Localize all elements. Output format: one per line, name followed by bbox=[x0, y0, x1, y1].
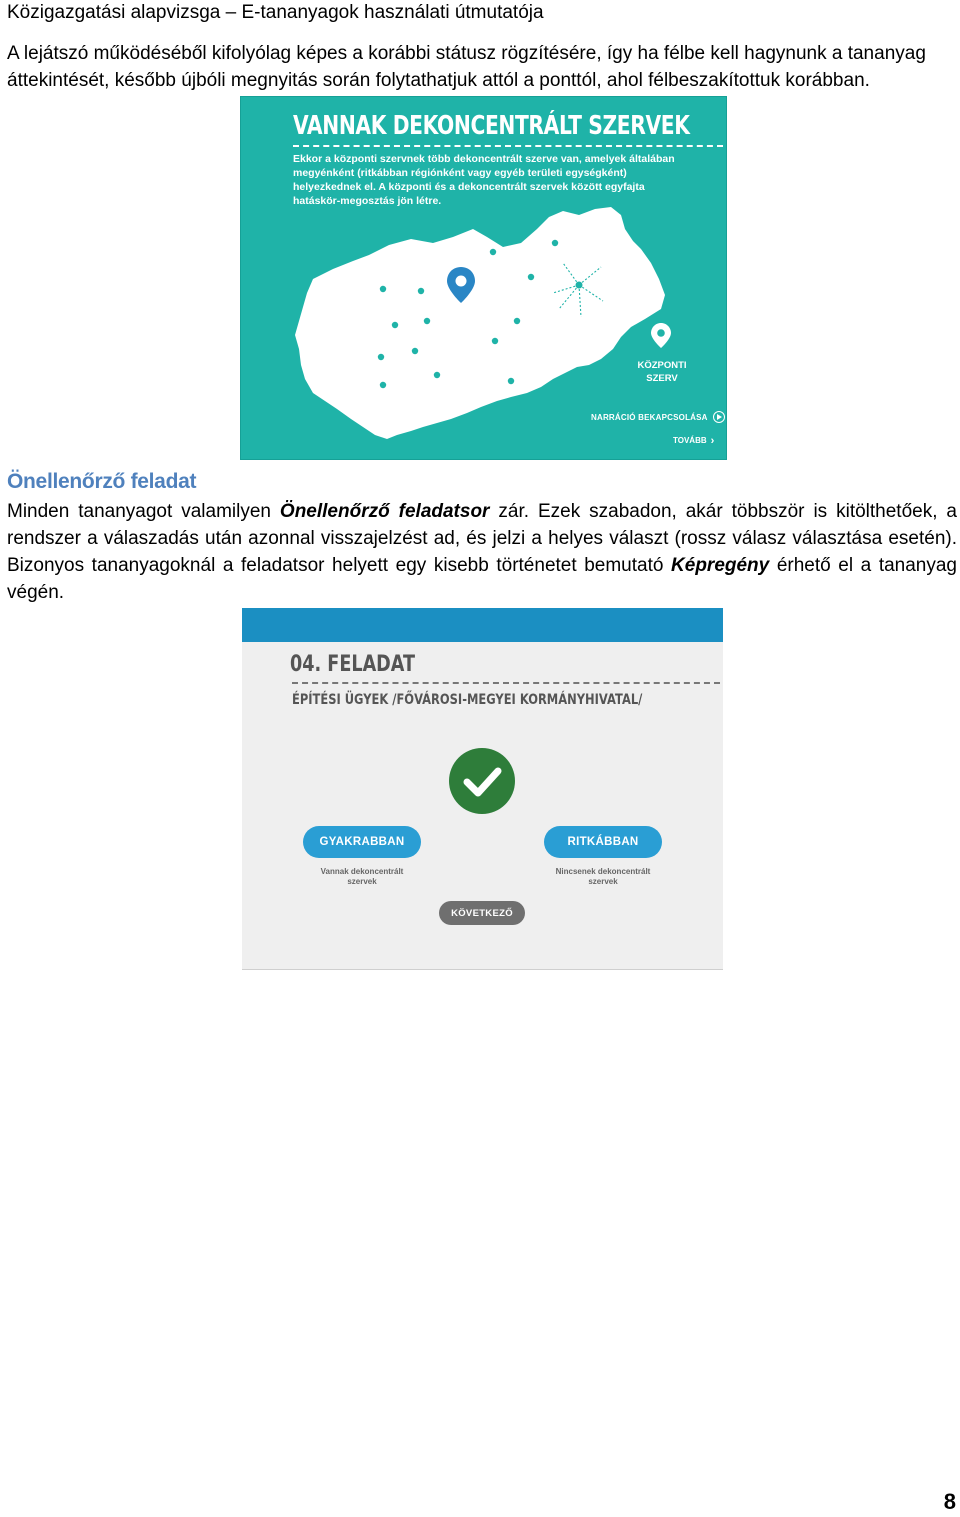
narration-toggle-button[interactable] bbox=[591, 411, 725, 423]
emphasis-self-check-set: Önellenőrző feladatsor bbox=[279, 501, 490, 522]
answer-right-caption: Nincsenek dekoncentrált szervek bbox=[555, 867, 651, 886]
next-label: TOVÁBB bbox=[673, 436, 707, 445]
play-circle-icon bbox=[713, 411, 725, 423]
hungary-map-shape bbox=[295, 207, 665, 439]
task-subtitle: ÉPÍTÉSI ÜGYEK /FŐVÁROSI-MEGYEI KORMÁNYHIVATAL/ bbox=[292, 692, 643, 708]
slide-quiz-task bbox=[242, 608, 723, 970]
chevron-right-icon: › bbox=[710, 434, 715, 447]
slide-description: Ekkor a központi szervnek több dekoncentrált szerve van, amelyek általában megyénként (ritkábban régiónként vagy egyéb területi egységként) helyezkednek el. A központi és a dekoncentrált szervek között egyfajta hatáskör-megosztás jön létre. bbox=[293, 153, 675, 207]
document-header-title: Közigazgatási alapvizsga – E-tananyagok használati útmutatója bbox=[7, 2, 544, 23]
legend-pin-icon bbox=[651, 323, 671, 348]
next-question-button[interactable]: KÖVETKEZŐ bbox=[439, 901, 525, 925]
next-slide-button[interactable] bbox=[673, 436, 714, 445]
task-title: 04. FELADAT bbox=[290, 652, 416, 677]
narration-label: NARRÁCIÓ BEKAPCSOLÁSA bbox=[591, 412, 708, 422]
answer-left-caption: Vannak dekoncentrált szervek bbox=[320, 867, 404, 886]
self-check-paragraph: Minden tananyagot valamilyen Önellenőrző feladatsor zár. Ezek szabadon, akár többször is kitölthetőek, a rendszer a válaszadás után azonnal visszajelzést ad, és jelzi a helyes választ (rossz válasz választása esetén). Bizonyos tananyagoknál a feladatsor helyett egy kisebb történetet bemutató Képregény érhető el a tananyag végén. bbox=[7, 501, 958, 603]
slide-deconcentrated-organs bbox=[240, 96, 727, 460]
answer-less-often-button[interactable]: RITKÁBBAN bbox=[544, 826, 662, 858]
page-number: 8 bbox=[943, 1489, 956, 1514]
hungary-map bbox=[241, 97, 726, 459]
checkmark-icon bbox=[449, 748, 515, 814]
title-divider bbox=[292, 682, 720, 684]
answer-more-often-button[interactable]: GYAKRABBAN bbox=[303, 826, 421, 858]
section-heading: Önellenőrző feladat bbox=[7, 470, 197, 493]
emphasis-comic: Képregény bbox=[671, 555, 770, 576]
slide-title: VANNAK DEKONCENTRÁLT SZERVEK bbox=[293, 111, 690, 141]
slide-top-bar bbox=[242, 608, 723, 642]
intro-paragraph: A lejátszó működéséből kifolyólag képes a korábbi státusz rögzítésére, így ha félbe kell hagynunk a tananyag áttekintését, később újbóli megnyitás során folytathatjuk attól a ponttól, ahol félbeszakítottuk korábban. bbox=[7, 43, 926, 91]
central-organ-label: KÖZPONTI SZERV bbox=[637, 360, 687, 384]
